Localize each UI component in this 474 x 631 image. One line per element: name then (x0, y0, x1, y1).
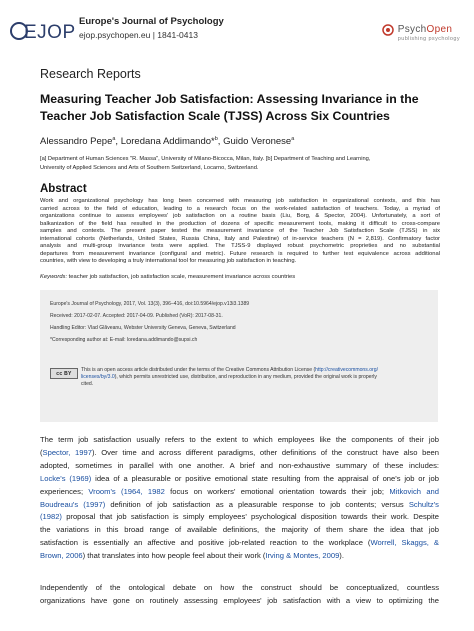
author-name: Alessandro Pepe (40, 136, 113, 148)
citation-link[interactable]: Worrell, Skaggs, & (370, 538, 439, 548)
abstract-heading: Abstract (40, 183, 87, 195)
citation-link[interactable]: Irving & Montes, 2009 (265, 551, 340, 561)
body-paragraph-1 (40, 434, 439, 563)
keywords-text: teacher job satisfaction, job satisfaction scale, measurement invariance across countries (67, 274, 296, 280)
article-title: Measuring Teacher Job Satisfaction: Assessing Invariance in the Teacher Job Satisfaction Scale (TJSS) Across Six Countries (40, 92, 419, 123)
abstract-line: departures from measurement invariance (configural and metric). Future research is required to further test equivalence across additional (40, 250, 440, 257)
citation-link[interactable]: Schultz's (408, 499, 439, 509)
license-text: This is an open access article distributed under the terms of the Creative Commons Attribution License (http://creativecommons.org/ licenses/by/3.0), which permits unrestricted use, distribution, and reproduction in any medium, provided the original work is properly cited. (81, 367, 378, 387)
psychopen-tagline: publishing psychology (397, 36, 460, 42)
abstract-line: Work and organizational psychology has long been concerned with measuring job satisfaction in organizational contexts, and this has (40, 198, 440, 204)
license-link-cont[interactable]: licenses/by/3.0 (81, 373, 115, 380)
journal-url-issn: ejop.psychopen.eu | 1841-0413 (79, 30, 198, 40)
article-info-box (40, 290, 438, 422)
citation-line: Europe's Journal of Psychology, 2017, Vol. 13(3), 396–416, doi:10.5964/ejop.v13i3.1389 (50, 301, 250, 307)
body-line: the variations in this broad range of available definitions, the majority of them share the idea that job (40, 525, 439, 535)
citation-link[interactable]: Vroom's (1964, 1982 (88, 486, 165, 496)
body-paragraph-2 (40, 582, 439, 608)
psychopen-logo (398, 24, 460, 42)
author-name: Guido Veronese (223, 136, 292, 148)
keywords-label: Keywords: (40, 274, 68, 280)
citation-link[interactable]: Brown, 2006 (40, 551, 83, 561)
keywords (40, 274, 440, 280)
abstract-text (40, 198, 440, 266)
ejop-logo-text: EJOP (24, 22, 76, 43)
author-affiliation-mark: a (112, 136, 116, 142)
citation-link[interactable]: Spector, 1997 (42, 447, 92, 457)
abstract-line: countries, with view to developing a truly international tool for measuring job satisfaction in teaching. (40, 258, 297, 264)
license-link[interactable]: http://creativecommons.org/ (315, 367, 378, 373)
corresponding-author-line: *Corresponding author at: E-mail: loredana.addimando@supsi.ch (50, 337, 198, 343)
body-line: Boudreau's (1997) definition of job satisfaction as a pleasurable response to job contents; versus Schultz's (40, 499, 439, 509)
abstract-line: balkanization of the field has resulted in the production of dozens of specific measurement tools, making it difficult to cross-compare (40, 220, 440, 227)
abstract-line: analysis and multi-group invariance tests were applied. The TJSS-9 displayed robust psychometric proprieties and no substantial (40, 243, 440, 249)
citation-link[interactable]: (1982) (40, 512, 62, 522)
abstract-line: international cohorts (Netherlands, United States, Russia China, Italy and Palestine) of in-service teachers (N = 2,819). Confirmatory factor (40, 235, 440, 242)
affiliations (40, 155, 440, 173)
author-list: Alessandro Pepe$^a$, Loredana Addimando*$^b$, Guido Veronese$^a$ (40, 136, 295, 148)
body-line: adopted, sometimes in parallel with one another. A brief and non-exhaustive summary of these includes: (40, 460, 439, 470)
abstract-line: samples and contexts. The present paper tested the measurement invariance of the Teacher Job Satisfaction Scale (TJSS) in six (40, 228, 440, 234)
affiliation-line: University of Applied Sciences and Arts of Southern Switzerland, Locarno, Switzerland. (40, 165, 259, 171)
body-line: (1982) proposal that job satisfaction is simply employees' psychological disposition towards their work. Despite (40, 512, 439, 522)
body-line: Brown, 2006) that translates into how people feel about their work (Irving & Montes, 2009). (40, 551, 344, 561)
body-line: The term job satisfaction usually refers to the extent to which employees like the components of their job (40, 435, 439, 444)
abstract-line: organizations continue to assess employees' job satisfaction on a routine basis (Liu, Borg, & Spector, 2004). Unfortunately, a sort of (40, 213, 440, 219)
citation-link[interactable]: Mitkovich and (389, 486, 439, 496)
affiliation-line: [a] Department of Human Sciences "R. Massa", University of Milano-Bicocca, Milan, Italy. [b] Department of Teaching and Learning, (40, 156, 371, 162)
citation-link[interactable]: Locke's (1969) (40, 473, 92, 483)
body-line: satisfaction is essentially an affective and positive job-related reaction to the workplace (Worrell, Skaggs, & (40, 538, 439, 548)
psychopen-name: PsychOpen (397, 24, 453, 35)
citation-link[interactable]: Boudreau's (1997) (40, 499, 106, 509)
ejop-logo (10, 22, 76, 44)
body-line: experiences; Vroom's (1964, 1982 focus on workers' emotional orientation towards their job; Mitkovich and (40, 486, 439, 496)
handling-editor-line: Handling Editor: Vlad Glăveanu, Webster University Geneva, Geneva, Switzerland (50, 325, 236, 331)
body-line: Locke's (1969) idea of a pleasurable or positive emotional state resulting from the appraisal of one's job or job (40, 473, 439, 483)
body-line: (Spector, 1997). Over time and across different paradigms, other definitions of the construct have also been (40, 447, 439, 457)
author-name: Loredana Addimando* (120, 136, 215, 148)
abstract-line: carried across to the field of education, leading to a research focus on the work-related satisfaction of teachers. Today, a myriad of (40, 205, 440, 212)
journal-title: Europe's Journal of Psychology (79, 16, 224, 27)
cc-by-license-icon: cc BY (50, 368, 78, 379)
section-label: Research Reports (40, 67, 141, 81)
journal-header (0, 0, 474, 56)
author-affiliation-mark: b (214, 136, 218, 142)
author-affiliation-mark: a (291, 136, 295, 142)
dates-line: Received: 2017-02-07. Accepted: 2017-04-09. Published (VoR): 2017-08-31. (50, 313, 223, 319)
body-line: Independently of the ontological debate on how the construct should be conceptualized, countless (40, 583, 439, 592)
body-line: organizations have gone on routinely assessing employees' job satisfaction with a view to optimizing the (40, 595, 439, 605)
psychopen-icon (382, 24, 394, 36)
